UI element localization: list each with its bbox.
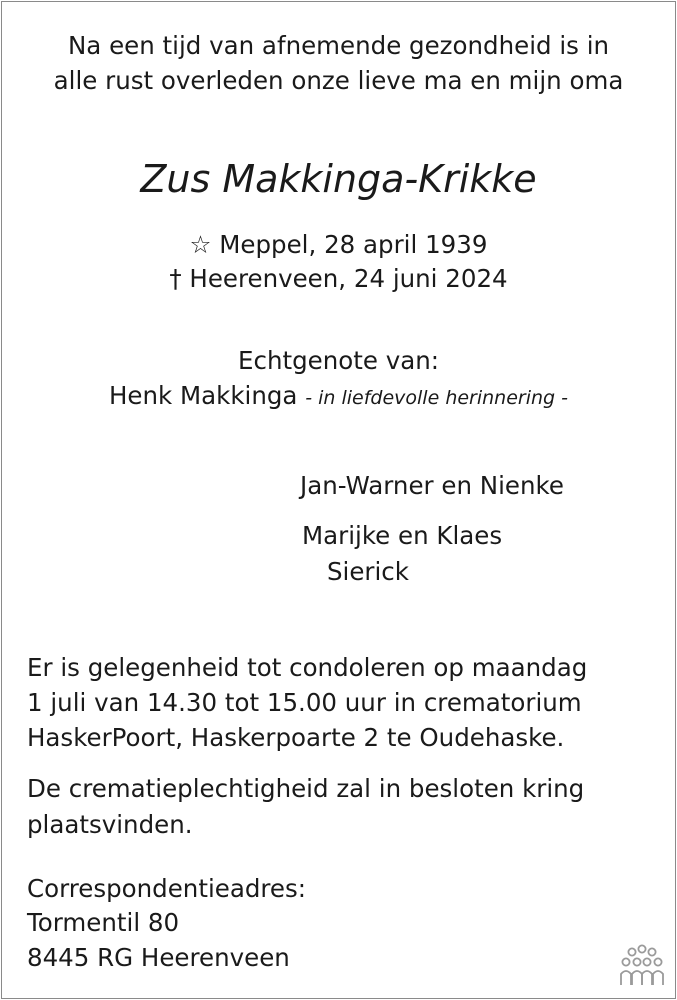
spouse-label: Echtgenote van: — [238, 346, 439, 375]
address-city: 8445 RG Heerenveen — [27, 943, 290, 972]
condolence-line-2: 1 juli van 14.30 tot 15.00 uur in crematorium — [27, 688, 582, 717]
deceased-name: Zus Makkinga-Krikke — [140, 157, 537, 201]
spouse-remembrance: - in liefdevolle herinnering - — [305, 387, 568, 409]
notice-border — [1, 1, 676, 999]
address-label: Correspondentieadres: — [27, 874, 307, 903]
family-line-2: Marijke en Klaes — [302, 521, 503, 550]
condolence-line-3: HaskerPoort, Haskerpoarte 2 te Oudehaske. — [27, 723, 565, 752]
condolence-line-1: Er is gelegenheid tot condoleren op maandag — [27, 653, 588, 682]
cremation-line-2: plaatsvinden. — [27, 810, 193, 839]
birth-line: ☆ Meppel, 28 april 1939 — [189, 230, 488, 259]
cremation-line-1: De crematieplechtigheid zal in besloten kring — [27, 774, 585, 803]
people-group-icon — [619, 943, 665, 989]
intro-line-1: Na een tijd van afnemende gezondheid is in — [67, 31, 610, 60]
address-street: Tormentil 80 — [27, 908, 180, 937]
death-line: † Heerenveen, 24 juni 2024 — [169, 264, 508, 293]
spouse-line — [0, 381, 677, 410]
intro-line-2: alle rust overleden onze lieve ma en mijn oma — [53, 66, 624, 95]
family-line-1: Jan-Warner en Nienke — [300, 471, 564, 500]
spouse-name: Henk Makkinga — [108, 381, 298, 410]
family-line-3: Sierick — [327, 557, 409, 586]
